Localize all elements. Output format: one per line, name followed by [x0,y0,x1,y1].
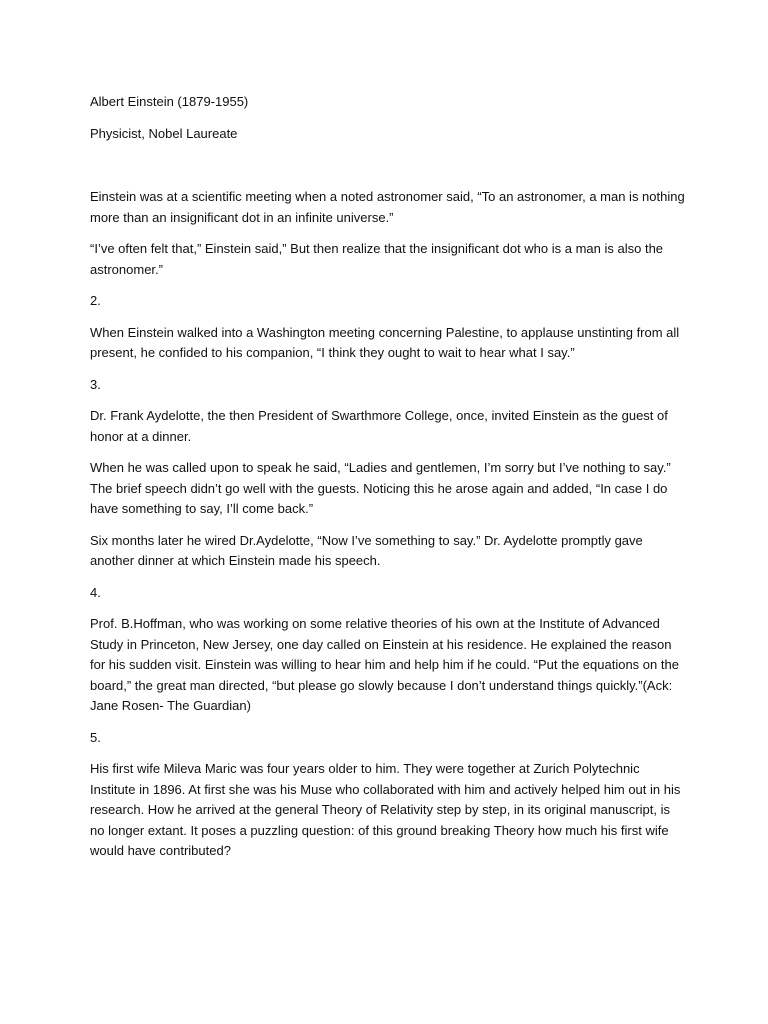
paragraph-aydelotte-invite: Dr. Frank Aydelotte, the then President of Swarthmore College, once, invited Einstein as the guest of honor at a dinner. [90,408,668,444]
section-number-2: 2. [90,293,101,308]
paragraph-einstein-reply: “I’ve often felt that,” Einstein said,” But then realize that the insignificant dot who is a man is also the astronomer.” [90,241,664,277]
section-number-4: 4. [90,584,101,600]
paragraph-washington-meeting: When Einstein walked into a Washington meeting concerning Palestine, to applause unstinting from all present, he confided to his companion, “I think they ought to wait to hear what I say.” [90,324,680,360]
paragraph-astronomer-quote: Einstein was at a scientific meeting when a noted astronomer said, “To an astronomer, a man is nothing more than an insignificant dot in an infinite universe.” [90,189,685,225]
paragraph-mileva-maric: His first wife Mileva Maric was four years older to him. They were together at Zurich Polytechnic Institute in 1896. At first she was his Muse who collaborated with him and actively helped him out in his research. How he arrived at the general Theory of Relativity step by step, in its original manuscript, is no longer extant. It poses a puzzling question: of this ground breaking Theory how much his first wife would have contributed? [90,761,681,858]
section-number-5: 5. [90,729,101,745]
paragraph-six-months-later: Six months later he wired Dr.Aydelotte, “Now I’ve something to say.” Dr. Aydelotte promptly gave another dinner at which Einstein made his speech. [90,532,643,568]
section-number-3: 3. [90,376,101,392]
paragraph-dinner-speech: When he was called upon to speak he said, “Ladies and gentlemen, I’m sorry but I’ve nothing to say.” The brief speech didn’t go well with the guests. Noticing this he arose again and added, “In case I do have something to say, I’ll come back.” [90,460,671,516]
paragraph-hoffman-visit: Prof. B.Hoffman, who was working on some relative theories of his own at the Institute of Advanced Study in Princeton, New Jersey, one day called on Einstein at his residence. He explained the reason for his sudden visit. Einstein was willing to hear him and help him if he could. “Put the equations on the board,” the great man directed, “but please go slowly because I don’t understand things quickly.”(Ack: Jane Rosen- The Guardian) [90,616,679,713]
document-subtitle: Physicist, Nobel Laureate [90,125,238,141]
document-body [90,92,686,873]
document-title: Albert Einstein (1879-1955) [90,94,249,109]
